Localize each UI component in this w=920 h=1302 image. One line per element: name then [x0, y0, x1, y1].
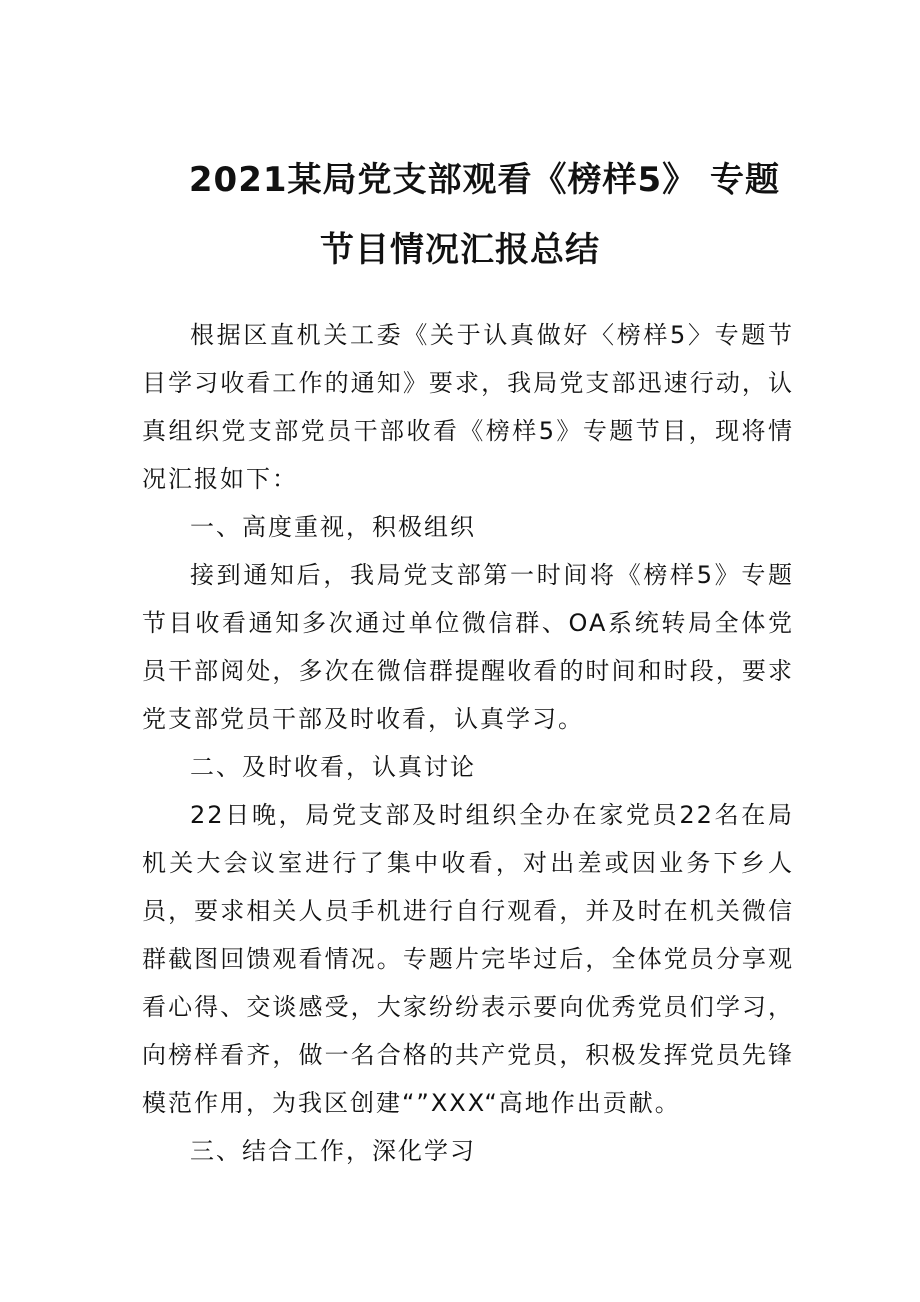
section-heading-3: 三、结合工作，深化学习: [190, 1137, 476, 1165]
section-heading-1: 一、高度重视，积极组织: [190, 513, 476, 541]
section-1-paragraph: 接到通知后，我局党支部第一时间将《榜样5》专题节目收看通知多次通过单位微信群、OA系统转局全体党员干部阅处，多次在微信群提醒收看的时间和时段，要求党支部党员干部及时收看，认真学习。: [142, 561, 794, 733]
document-body: [142, 311, 794, 1175]
document-title-line-2: 节目情况汇报总结: [320, 230, 600, 270]
section-heading-2: 二、及时收看，认真讨论: [190, 753, 476, 781]
document-title-line-1: 2021某局党支部观看《榜样5》 专题: [188, 160, 780, 200]
section-2-paragraph: 22日晚，局党支部及时组织全办在家党员22名在局机关大会议室进行了集中收看，对出差或因业务下乡人员，要求相关人员手机进行自行观看，并及时在机关微信群截图回馈观看情况。专题片完毕过后，全体党员分享观看心得、交谈感受，大家纷纷表示要向优秀党员们学习，向榜样看齐，做一名合格的共产党员，积极发挥党员先锋模范作用，为我区创建“”XXX“高地作出贡献。: [142, 801, 794, 1117]
intro-paragraph: 根据区直机关工委《关于认真做好〈榜样5〉专题节目学习收看工作的通知》要求，我局党支部迅速行动，认真组织党支部党员干部收看《榜样5》专题节目，现将情况汇报如下：: [142, 321, 794, 493]
